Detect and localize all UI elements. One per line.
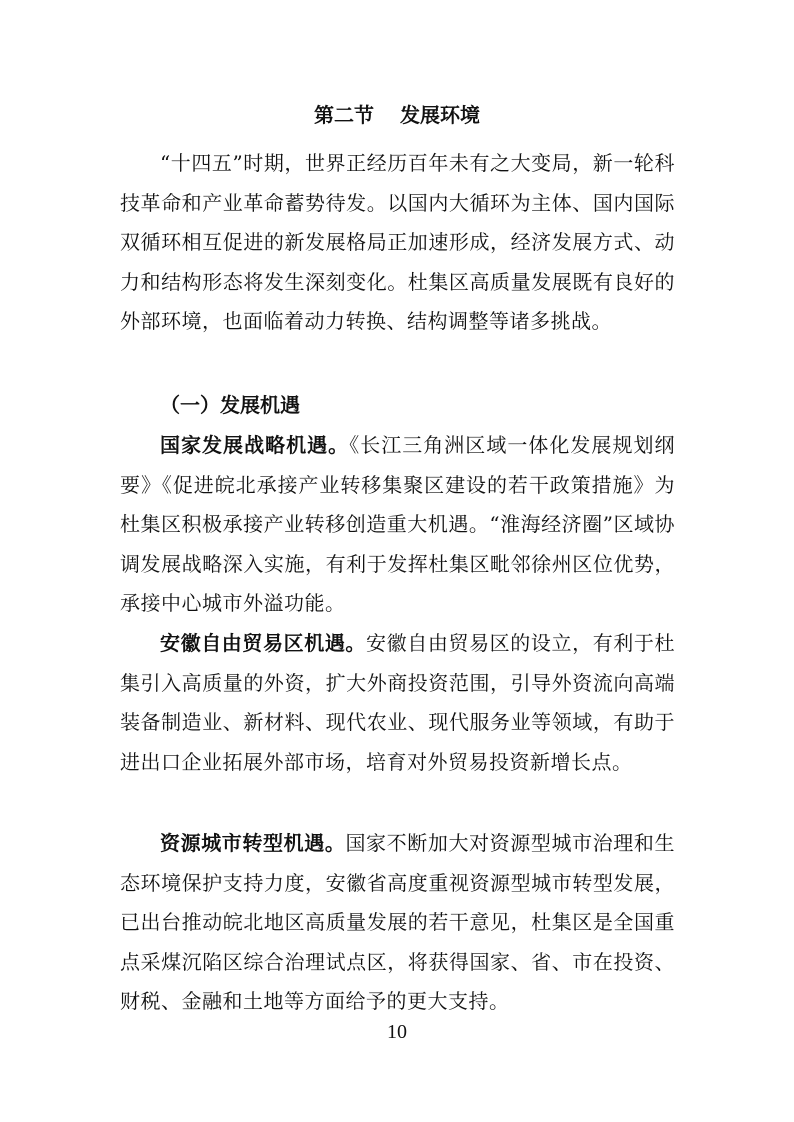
paragraph-body: 国家不断加大对资源型城市治理和生态环境保护支持力度，安徽省高度重视资源型城市转型发展，已出台推动皖北地区高质量发展的若干意见，杜集区是全国重点采煤沉陷区综合治理试点区，将获得国家、省、市在投资、财税、金融和土地等方面给予的更大支持。 xyxy=(120,831,675,1013)
paragraph-resource-city xyxy=(120,824,675,1022)
paragraph-lead: 资源城市转型机遇。 xyxy=(160,831,346,855)
section-number: 第二节 xyxy=(314,103,374,127)
paragraph-lead: 安徽自由贸易区机遇。 xyxy=(160,631,367,655)
page-number: 10 xyxy=(387,1021,407,1043)
paragraph-body: 安徽自由贸易区的设立，有利于杜集引入高质量的外资，扩大外商投资范围，引导外资流向高端装备制造业、新材料、现代农业、现代服务业等领域，有助于进出口企业拓展外部市场，培育对外贸易投资新增长点。 xyxy=(120,631,676,774)
section-heading xyxy=(0,100,794,130)
paragraph-free-trade-zone xyxy=(120,624,675,782)
paragraph-lead: 国家发展战略机遇。 xyxy=(160,433,350,457)
section-title: 发展环境 xyxy=(400,103,480,127)
paragraph-national-strategy xyxy=(120,426,675,624)
intro-paragraph: “十四五”时期，世界正经历百年未有之大变局，新一轮科技革命和产业革命蓄势待发。以国内大循环为主体、国内国际双循环相互促进的新发展格局正加速形成，经济发展方式、动力和结构形态将发生深刻变化。杜集区高质量发展既有良好的外部环境，也面临着动力转换、结构调整等诸多挑战。 xyxy=(120,151,675,333)
subheading: （一）发展机遇 xyxy=(160,393,300,417)
paragraph-body: 《长江三角洲区域一体化发展规划纲要》《促进皖北承接产业转移集聚区建设的若干政策措施》为杜集区积极承接产业转移创造重大机遇。“淮海经济圈”区域协调发展战略深入实施，有利于发挥杜集区毗邻徐州区位优势，承接中心城市外溢功能。 xyxy=(120,433,675,615)
